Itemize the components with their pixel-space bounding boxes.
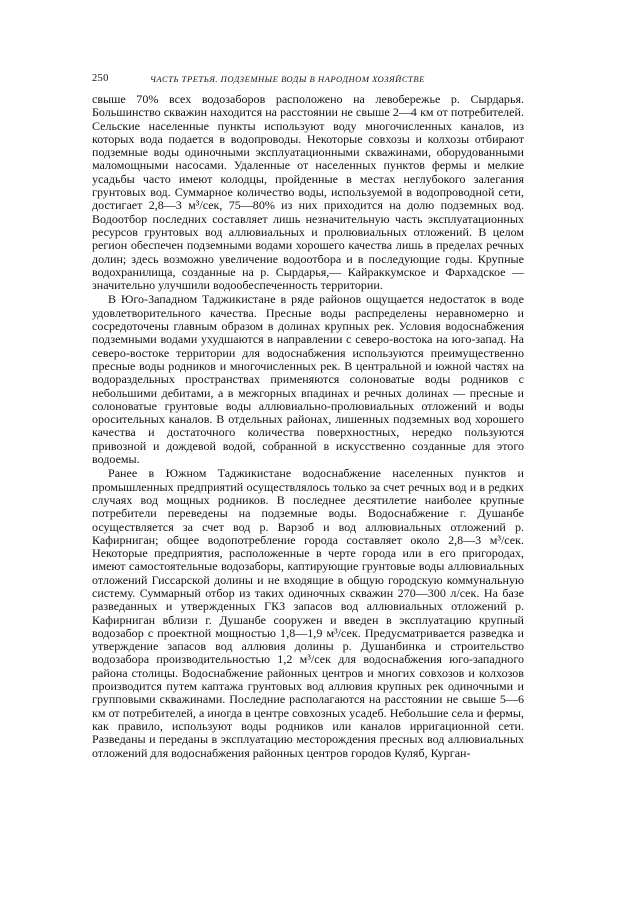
paragraph-continuation: свыше 70% всех водозаборов расположено на левобережье р. Сырдарья. Большинство скважин находится на расстоянии не свыше 2—4 км от потребителей. Сельские населенные пункты используют воду многочисленных каналов, из которых вода подается в водопроводы. Некоторые совхозы и колхозы отбирают подземные воды одиночными эксплуатационными скважинами, оборудованными маломощными насосами. Удаленные от населенных пунктов фермы и мелкие усадьбы часто имеют колодцы, пройденные в местах неглубокого залегания грунтовых вод. Суммарное количество воды, используемой в водопроводной сети, достигает 2,8—3 м³/сек, 75—80% из них приходится на долю подземных вод. Водоотбор последних составляет лишь незначительную часть эксплуатационных ресурсов грунтовых вод аллювиальных и пролювиальных отложений. В целом регион обеспечен подземными водами хорошего качества лишь в пределах речных долин; здесь возможно увеличение водоотбора и в последующие годы. Крупные водохранилища, созданные на р. Сырдарья,— Кайраккумское и Фархадское — значительно улучшили водообеспеченность территории. (92, 92, 524, 293)
page-number: 250 (92, 73, 109, 84)
page-header (92, 73, 526, 87)
paragraph-south-tajikistan: Ранее в Южном Таджикистане водоснабжение населенных пунктов и промышленных предприятий осуществлялось только за счет речных вод и в редких случаях вод мощных родников. В последнее десятилетие наиболее крупные потребители переведены на подземные воды. Водоснабжение г. Душанбе осуществляется за счет вод р. Варзоб и вод аллювиальных отложений р. Кафирниган; общее водопотребление города составляет около 2,8—3 м³/сек. Некоторые предприятия, расположенные в черте города или в его пригородах, имеют самостоятельные водозаборы, каптирующие грунтовые воды аллювиальных отложений Гиссарской долины и не входящие в общую городскую коммунальную систему. Суммарный отбор из таких одиночных скважин 270—300 л/сек. На базе разведанных и утвержденных ГКЗ запасов вод аллювиальных отложений р. Кафирниган вблизи г. Душанбе сооружен и введен в эксплуатацию крупный водозабор с проектной мощностью 1,8—1,9 м³/сек. Предусматривается разведка и утверждение запасов вод аллювия долины р. Душанбинка и строительство водозабора производительностью 1,2 м³/сек для водоснабжения юго-западного района столицы. Водоснабжение районных центров и многих совхозов и колхозов производится путем каптажа грунтовых вод аллювия крупных рек одиночными и групповыми скважинами. Последние располагаются на расстоянии не свыше 5—6 км от потребителей, а иногда в центре совхозных усадеб. Небольшие села и фермы, как правило, используют воды родников или каналов ирригационной сети. Разведаны и переданы в эксплуатацию месторождения пресных вод аллювиальных отложений для водоснабжения районных центров городов Куляб, Курган- (92, 466, 524, 760)
body-text (92, 93, 524, 760)
paragraph-southwest-tajikistan: В Юго-Западном Таджикистане в ряде районов ощущается недостаток в воде удовлетворительного качества. Пресные воды распределены неравномерно и сосредоточены главным образом в долинах крупных рек. Условия водоснабжения подземными водами ухудшаются в направлении с северо-востока на юго-запад. На северо-востоке территории для водоснабжения используются преимущественно пресные воды родников и многочисленных рек. В центральной и южной частях на водораздельных пространствах применяются солоноватые воды родников с небольшими дебитами, а в межгорных впадинах и речных долинах — пресные и солоноватые грунтовые воды аллювиально-пролювиальных отложений и воды оросительных каналов. В отдельных районах, лишенных подземных вод хорошего качества и достаточного количества поверхностных, нередко пользуются привозной и дождевой водой, собранной в искусственно созданные для этого водоемы. (92, 292, 524, 467)
running-title: ЧАСТЬ ТРЕТЬЯ. ПОДЗЕМНЫЕ ВОДЫ В НАРОДНОМ ХОЗЯЙСТВЕ (150, 74, 425, 84)
